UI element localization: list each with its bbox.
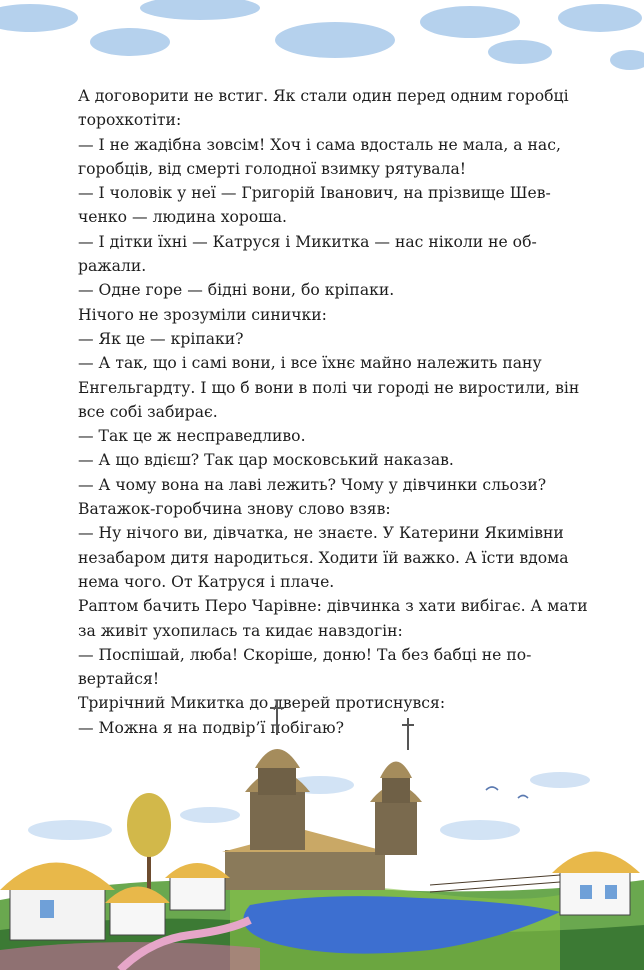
text-line-9: — Одне горе — бідні вони, бо кріпаки. [78, 281, 395, 300]
text-line-15: — Так це ж несправедливо. [78, 427, 306, 446]
text-line-8: ражали. [78, 257, 147, 276]
cloud-icon [28, 772, 590, 840]
bird-icon [486, 787, 528, 798]
text-line-5: — І чоловік у неї — Григорій Іванович, на прізвище Шев- [78, 184, 551, 203]
text-line-6: ченко — людина хороша. [78, 208, 288, 227]
text-line-27: — Можна я на подвір’ї побігаю? [78, 718, 344, 737]
text-line-13: Енгельгардту. І що б вони в полі чи городі не виростили, він [78, 378, 580, 397]
text-line-18: Ватажок-горобчина знову слово взяв: [78, 500, 391, 519]
sky-illustration [0, 0, 644, 80]
text-line-7: — І дітки їхні — Катруся і Микитка — нас ніколи не об- [78, 232, 537, 251]
text-line-4: горобців, від смерті голодної взимку рятувала! [78, 159, 467, 178]
text-line-19: — Ну нічого ви, дівчатка, не знаєте. У Катерини Якимівни [78, 524, 564, 543]
text-line-16: — А що вдієш? Так цар московський наказав. [78, 451, 454, 470]
text-line-17: — А чому вона на лаві лежить? Чому у дівчинки сльози? [78, 475, 547, 494]
text-line-10: Нічого не зрозуміли синички: [78, 305, 327, 324]
text-line-11: — Як це — кріпаки? [78, 329, 244, 348]
story-text [78, 84, 588, 740]
text-line-2: торохкотіти: [78, 111, 182, 130]
text-line-14: все собі забирає. [78, 402, 218, 421]
text-line-21: нема чого. От Катруся і плаче. [78, 572, 335, 591]
text-line-25: вертайся! [78, 670, 160, 689]
text-line-20: незабаром дитя народиться. Ходити їй важко. А їсти вдома [78, 548, 569, 567]
text-line-23: за живіт ухопилась та кидає навздогін: [78, 621, 403, 640]
text-line-24: — Поспішай, люба! Скоріше, доню! Та без бабці не по- [78, 645, 532, 664]
village-illustration [0, 680, 644, 970]
tree-icon [127, 793, 171, 895]
text-line-26: Трирічний Микитка до дверей протиснувся: [78, 694, 446, 713]
text-line-22: Раптом бачить Перо Чарівне: дівчинка з хати вибігає. А мати [78, 597, 588, 616]
church-icon [222, 700, 422, 890]
text-line-3: — І не жадібна зовсім! Хоч і сама вдосталь не мала, а нас, [78, 135, 561, 154]
cloud-icon [0, 0, 644, 70]
text-line-12: — А так, що і самі вони, і все їхнє майно належить пану [78, 354, 542, 373]
text-line-1: А договорити не встиг. Як стали один перед одним горобці [78, 87, 569, 105]
